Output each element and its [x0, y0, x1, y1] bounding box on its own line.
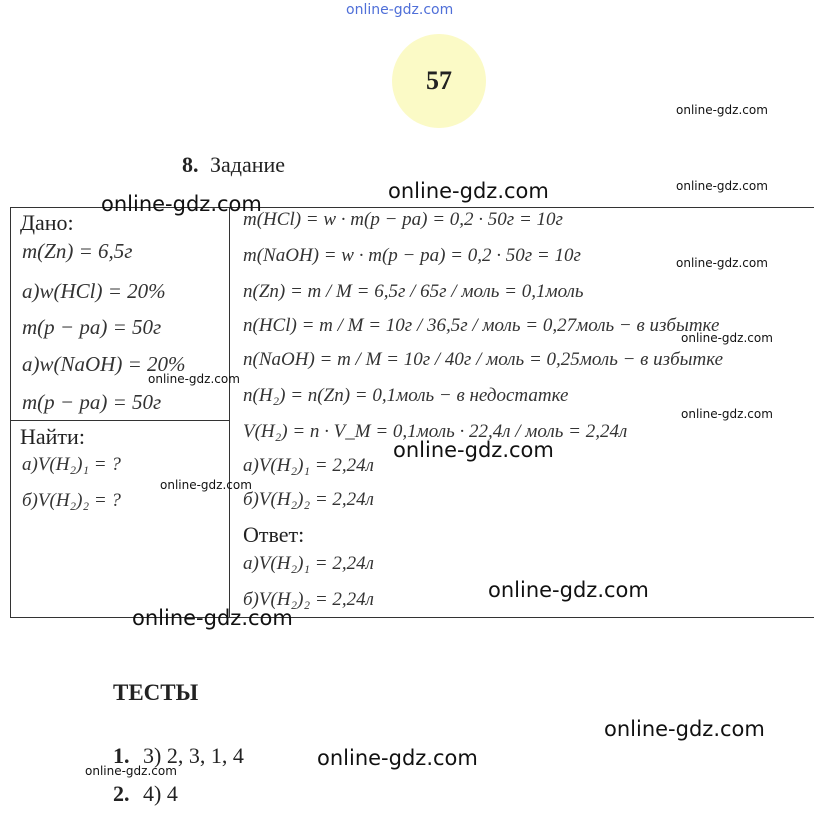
answer-line: а)V(H₂)₁ = 2,24л	[243, 553, 374, 574]
test-item	[113, 781, 178, 807]
task-title: Задание	[210, 152, 286, 177]
solution-line: n(NaOH) = m / M = 10г / 40г / моль = 0,25моль − в избытке	[243, 349, 724, 370]
solution-line: а)V(H₂)₁ = 2,24л	[243, 455, 374, 476]
solution-line: б)V(H₂)₂ = 2,24л	[243, 489, 374, 510]
table-bottom-border	[10, 617, 814, 618]
test-number: 1.	[113, 743, 130, 768]
table-left-border	[10, 207, 11, 618]
given-find-divider	[10, 420, 230, 421]
given-line: m(p − pa) = 50г	[22, 315, 162, 339]
page-number-badge	[392, 34, 486, 128]
watermark: online-gdz.com	[676, 103, 768, 117]
watermark: online-gdz.com	[488, 578, 649, 602]
watermark: online-gdz.com	[132, 606, 293, 630]
watermark: online-gdz.com	[681, 407, 773, 421]
solution-line: m(NaOH) = w · m(p − pa) = 0,2 · 50г = 10г	[243, 245, 581, 266]
watermark: online-gdz.com	[160, 478, 252, 492]
watermark: online-gdz.com	[388, 179, 549, 203]
test-answer: 4) 4	[143, 781, 178, 806]
watermark: online-gdz.com	[676, 256, 768, 270]
watermark: online-gdz.com	[148, 372, 240, 386]
given-line: а)w(HCl) = 20%	[22, 279, 166, 303]
watermark: online-gdz.com	[604, 717, 765, 741]
find-line: а)V(H₂)₁ = ?	[22, 454, 121, 475]
page-number: 57	[426, 66, 452, 95]
tests-heading: ТЕСТЫ	[113, 680, 199, 705]
watermark-top: online-gdz.com	[346, 2, 454, 18]
solution-line: V(H₂) = n · V_M = 0,1моль · 22,4л / моль = 2,24л	[243, 421, 628, 442]
watermark: online-gdz.com	[681, 331, 773, 345]
watermark: online-gdz.com	[317, 746, 478, 770]
given-line: m(Zn) = 6,5г	[22, 239, 133, 263]
task-number: 8.	[182, 152, 199, 177]
given-line: а)w(NaOH) = 20%	[22, 352, 186, 376]
table-column-divider	[229, 207, 230, 618]
watermark: online-gdz.com	[101, 192, 262, 216]
watermark: online-gdz.com	[676, 179, 768, 193]
given-line: m(p − pa) = 50г	[22, 390, 162, 414]
find-label: Найти:	[20, 424, 85, 449]
task-heading	[182, 152, 285, 178]
given-label: Дано:	[20, 210, 74, 235]
solution-line: n(H₂) = n(Zn) = 0,1моль − в недостатке	[243, 385, 569, 406]
test-answer: 3) 2, 3, 1, 4	[143, 743, 244, 768]
solution-line: n(Zn) = m / M = 6,5г / 65г / моль = 0,1моль	[243, 281, 584, 302]
answer-line: б)V(H₂)₂ = 2,24л	[243, 589, 374, 610]
watermark: online-gdz.com	[85, 764, 177, 778]
solution-line: n(HCl) = m / M = 10г / 36,5г / моль = 0,27моль − в избытке	[243, 315, 720, 336]
solution-line: m(HCl) = w · m(p − pa) = 0,2 · 50г = 10г	[243, 209, 563, 230]
test-number: 2.	[113, 781, 130, 806]
watermark: online-gdz.com	[393, 438, 554, 462]
find-line: б)V(H₂)₂ = ?	[22, 490, 121, 511]
answer-label: Ответ:	[243, 522, 305, 547]
